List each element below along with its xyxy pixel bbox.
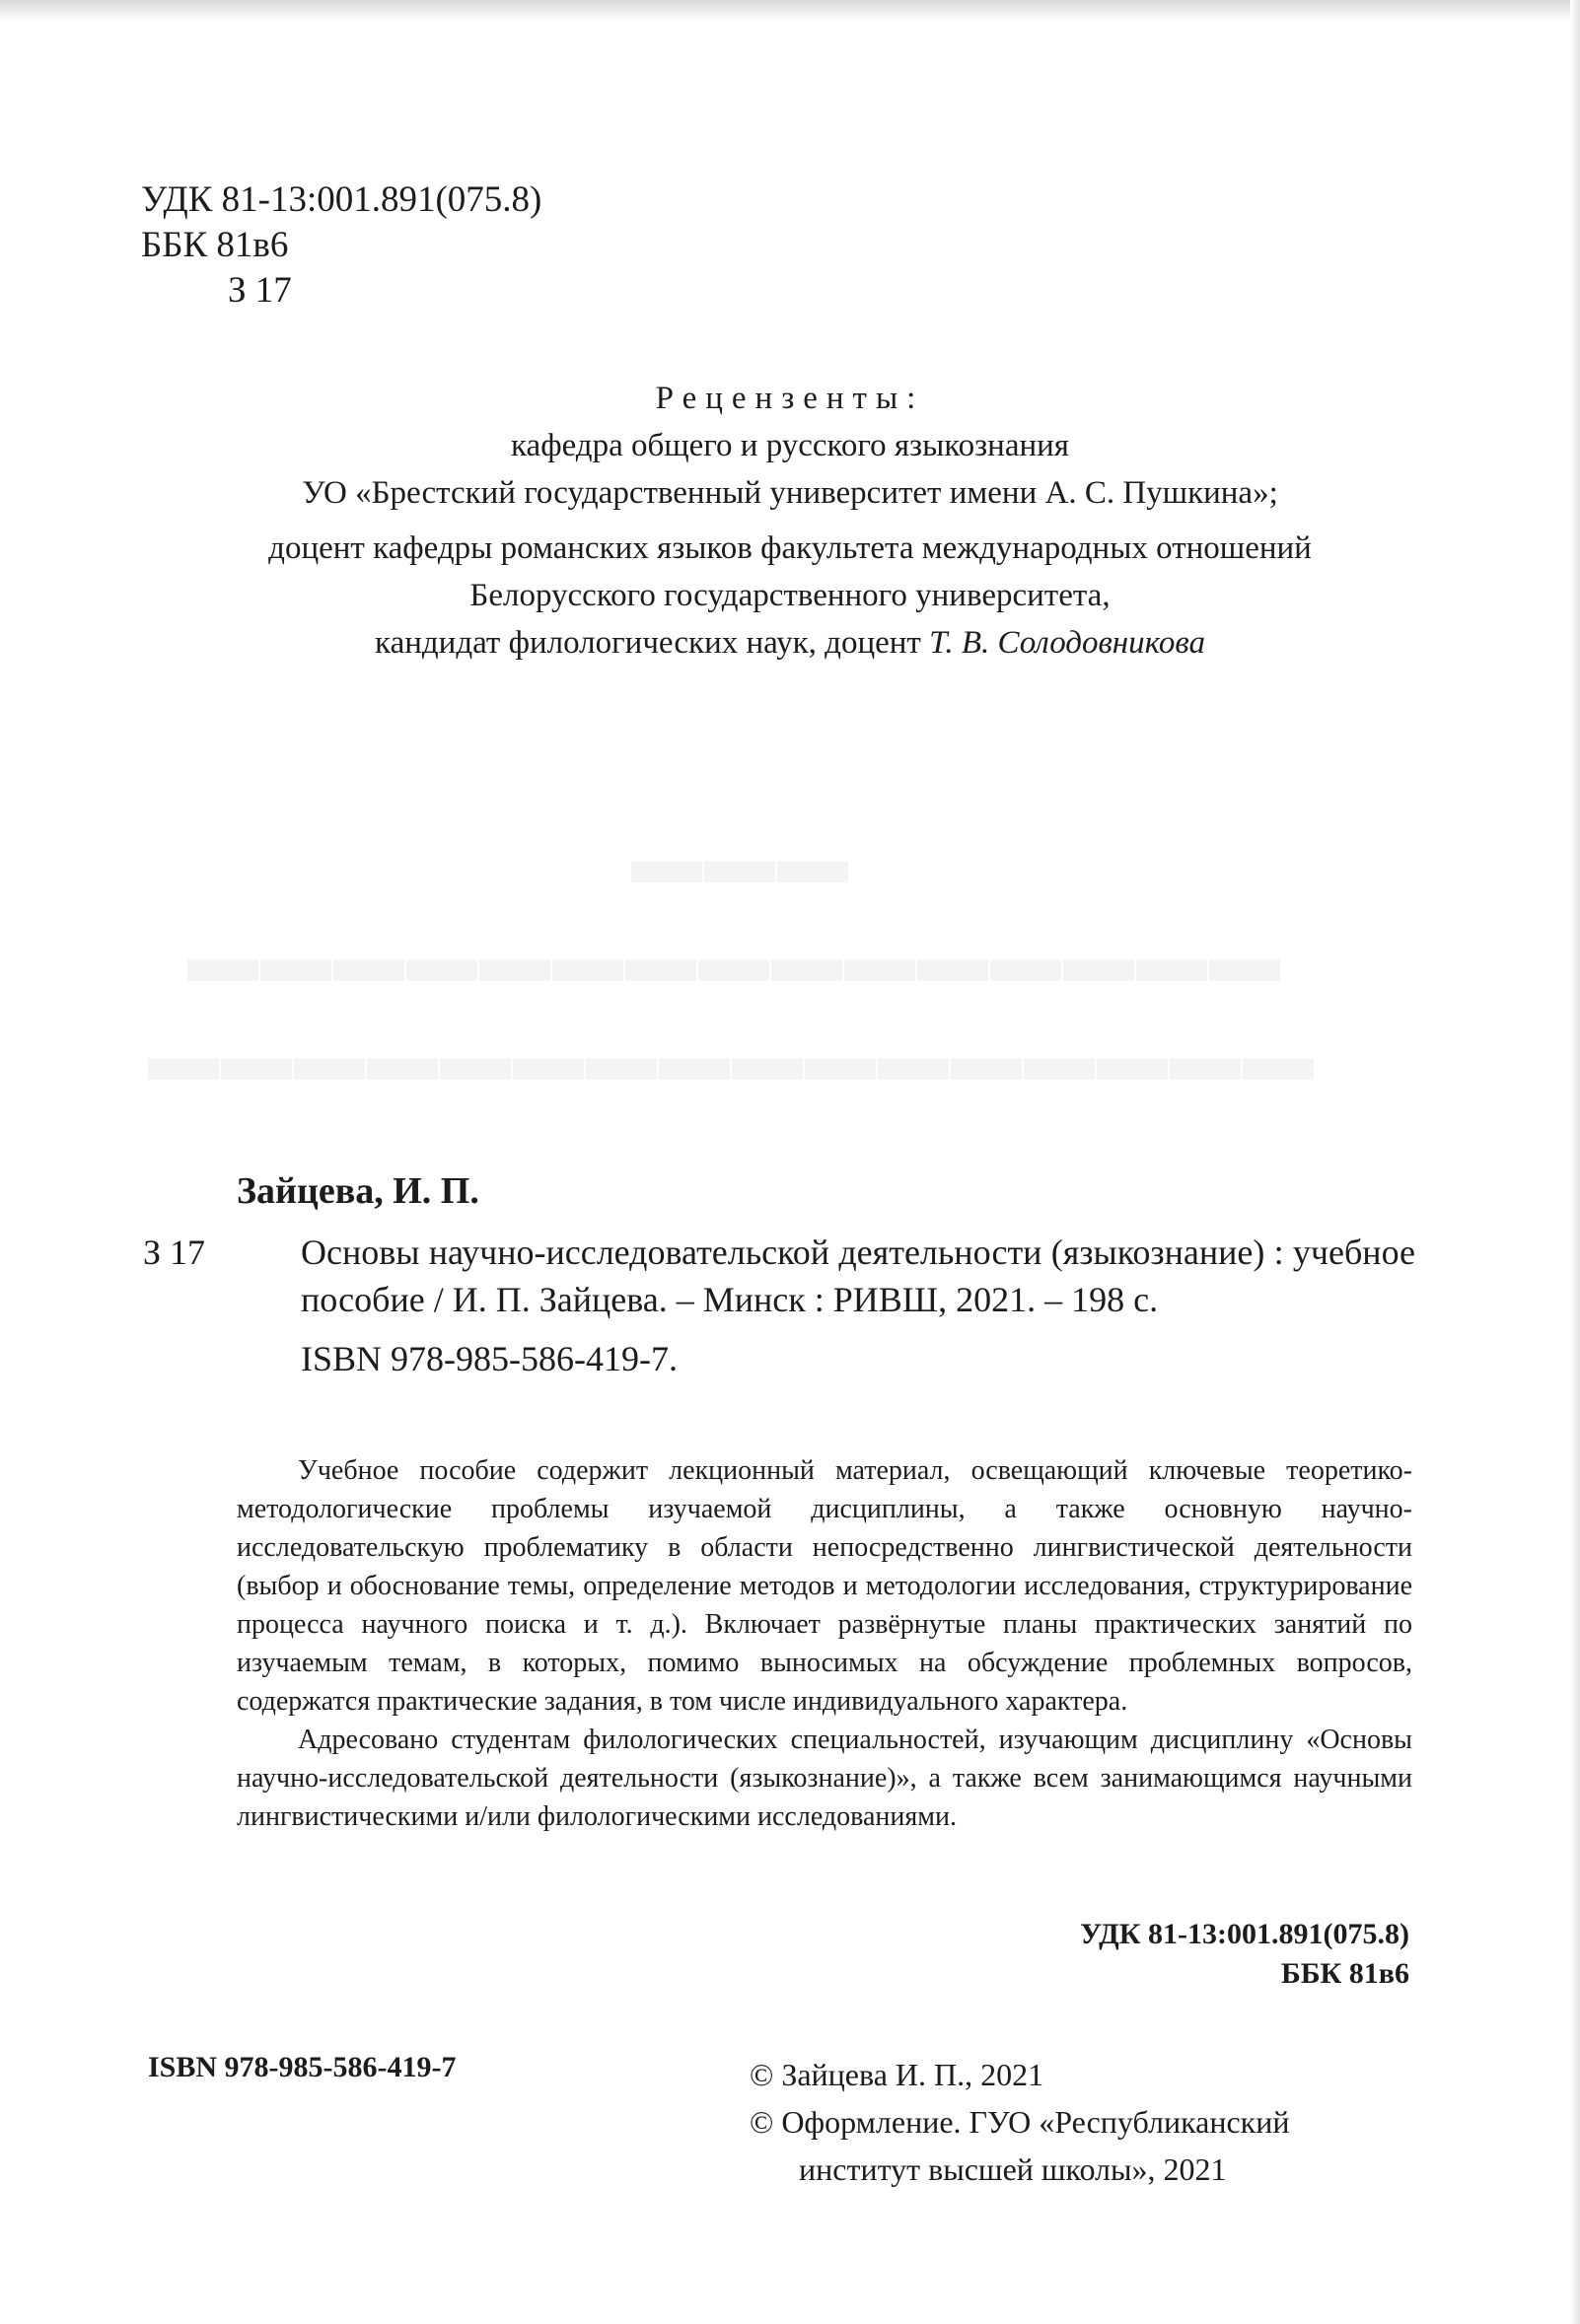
abstract-paragraph: Адресовано студентам филологических специальностей, изучающим дисциплину «Основы научно-исследовательской деятельности (языкознание)», а также всем занимающимся научными лингвистическими и/или филологическими исследованиями. (237, 1725, 1412, 1832)
copyright-block (750, 2051, 1289, 2193)
reviewer-title: кандидат филологических наук, доцент (375, 625, 930, 661)
bibliographic-record (143, 1229, 1415, 1382)
reviewer-line: УО «Брестский государственный университет имени А. С. Пушкина»; (302, 475, 1278, 511)
author-mark: З 17 (143, 1232, 206, 1272)
reviewer-line: Белорусского государственного университета, (469, 578, 1111, 613)
reviewer-line: кафедра общего и русского языкознания (511, 428, 1069, 463)
show-through-texture: ▬▬▬▬▬▬▬▬▬▬▬▬▬▬▬ (187, 918, 1282, 997)
show-through-texture: ▬▬▬ (631, 819, 850, 898)
author-name: Зайцева, И. П. (237, 1170, 479, 1212)
reviewers-block (0, 375, 1580, 667)
reviewers-heading: Рецензенты: (655, 381, 925, 416)
copyright-line: © Оформление. ГУО «Республиканский (750, 2104, 1290, 2140)
udc-header (141, 177, 541, 314)
author-mark: З 17 (228, 270, 292, 311)
bibliographic-description: Основы научно-исследовательской деятельности (языкознание) : учебное пособие / И. П. Зайцева. – Минск : РИВШ, 2021. – 198 с. (301, 1232, 1415, 1319)
reviewer-line (0, 619, 1580, 667)
page-right-edge (1570, 0, 1580, 2324)
show-through-texture: ▬▬▬▬▬▬▬▬▬▬▬▬▬▬▬▬ (148, 1017, 1316, 1095)
copyright-line: © Зайцева И. П., 2021 (750, 2057, 1044, 2092)
bbk-code: ББК 81в6 (141, 225, 289, 265)
reviewer-name: Т. В. Солодовникова (929, 625, 1205, 661)
copyright-line: институт высшей школы», 2021 (799, 2151, 1227, 2187)
abstract-paragraph: Учебное пособие содержит лекционный материал, освещающий ключевые теоретико-методологические проблемы изучаемой дисциплины, а также основную научно-исследовательскую проблематику в области непосредственно лингвистической деятельности (выбор и обоснование темы, определение методов и методологии исследования, структурирование процесса научного поиска и т. д.). Включает развёрнутые планы практических занятий по изучаемым темам, в которых, помимо выносимых на обсуждение проблемных вопросов, содержатся практические задания, в том числе индивидуального характера. (237, 1455, 1412, 1717)
page-top-edge (0, 0, 1580, 22)
isbn-footer: ISBN 978-985-586-419-7 (148, 2051, 457, 2083)
reviewer-line: доцент кафедры романских языков факультета международных отношений (268, 530, 1312, 566)
abstract (237, 1451, 1412, 1836)
udk-code: УДК 81-13:001.891(075.8) (1080, 1918, 1409, 1950)
bbk-code: ББК 81в6 (1280, 1957, 1409, 1990)
isbn-line: ISBN 978-985-586-419-7. (301, 1339, 678, 1378)
udk-code: УДК 81-13:001.891(075.8) (141, 179, 542, 220)
udc-footer (1080, 1915, 1409, 1994)
